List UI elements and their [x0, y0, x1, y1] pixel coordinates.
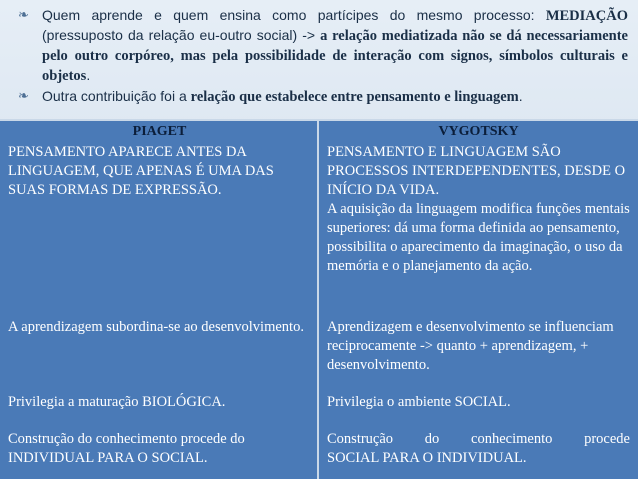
bullet-text-bold: a relação mediatizada não se dá necessariamente pelo outro corpóreo, mas pela possibilidade de interação com signos, símbolos culturais e objetos — [42, 28, 628, 84]
vygotsky-row-3: Privilegia o ambiente SOCIAL. — [327, 394, 511, 410]
bullet-text-part: Quem aprende e quem ensina como partícipes do mesmo processo: — [42, 7, 546, 23]
bullet-text-part: . — [518, 88, 523, 104]
bullet-linguagem — [8, 87, 628, 107]
vygotsky-row-1b: A aquisição da linguagem modifica funções mentais superiores: dá uma forma definida ao pensamento, possibilita o aparecimento da imaginação, o uso da memória e o planejamento da ação. — [327, 201, 630, 274]
piaget-row-4a: Construção do conhecimento procede do — [8, 431, 245, 447]
bullet-text-bold: MEDIAÇÃO — [545, 8, 628, 24]
column-piaget — [0, 119, 319, 479]
bullet-text-part: (pressuposto da relação eu-outro social) -> — [42, 27, 321, 43]
piaget-row-3: Privilegia a maturação BIOLÓGICA. — [8, 394, 226, 410]
bullet-ornament-icon: ❧ — [18, 8, 29, 23]
piaget-row-1: PENSAMENTO APARECE ANTES DA LINGUAGEM, QUE APENAS É UMA DAS SUAS FORMAS DE EXPRESSÃO. — [8, 144, 274, 198]
vygotsky-row-2: Aprendizagem e desenvolvimento se influenciam reciprocamente -> quanto + aprendizagem, + desenvolvimento. — [327, 319, 614, 373]
vygotsky-row-1: PENSAMENTO E LINGUAGEM SÃO PROCESSOS INTERDEPENDENTES, DESDE O INÍCIO DA VIDA. — [327, 144, 626, 198]
vygotsky-row-4b: SOCIAL PARA O INDIVIDUAL. — [327, 450, 527, 466]
bullet-mediacao — [8, 6, 628, 86]
piaget-row-2: A aprendizagem subordina-se ao desenvolvimento. — [8, 319, 304, 335]
column-vygotsky — [319, 119, 638, 479]
column-header-vygotsky: VYGOTSKY — [438, 124, 519, 139]
bullet-text — [42, 87, 628, 107]
bullet-text-part: . — [86, 67, 91, 83]
bullet-ornament-icon: ❧ — [18, 89, 29, 104]
bullet-text-part: Outra contribuição foi a — [42, 88, 191, 104]
bullet-list — [8, 6, 628, 107]
comparison-table — [0, 119, 638, 479]
bullet-text — [42, 6, 628, 86]
column-header-piaget: PIAGET — [132, 124, 187, 139]
vygotsky-row-4a: Construção do conhecimento procede — [327, 431, 630, 447]
bullet-text-bold: relação que estabelece entre pensamento e linguagem — [190, 89, 519, 105]
piaget-row-4b: INDIVIDUAL PARA O SOCIAL. — [8, 450, 208, 466]
